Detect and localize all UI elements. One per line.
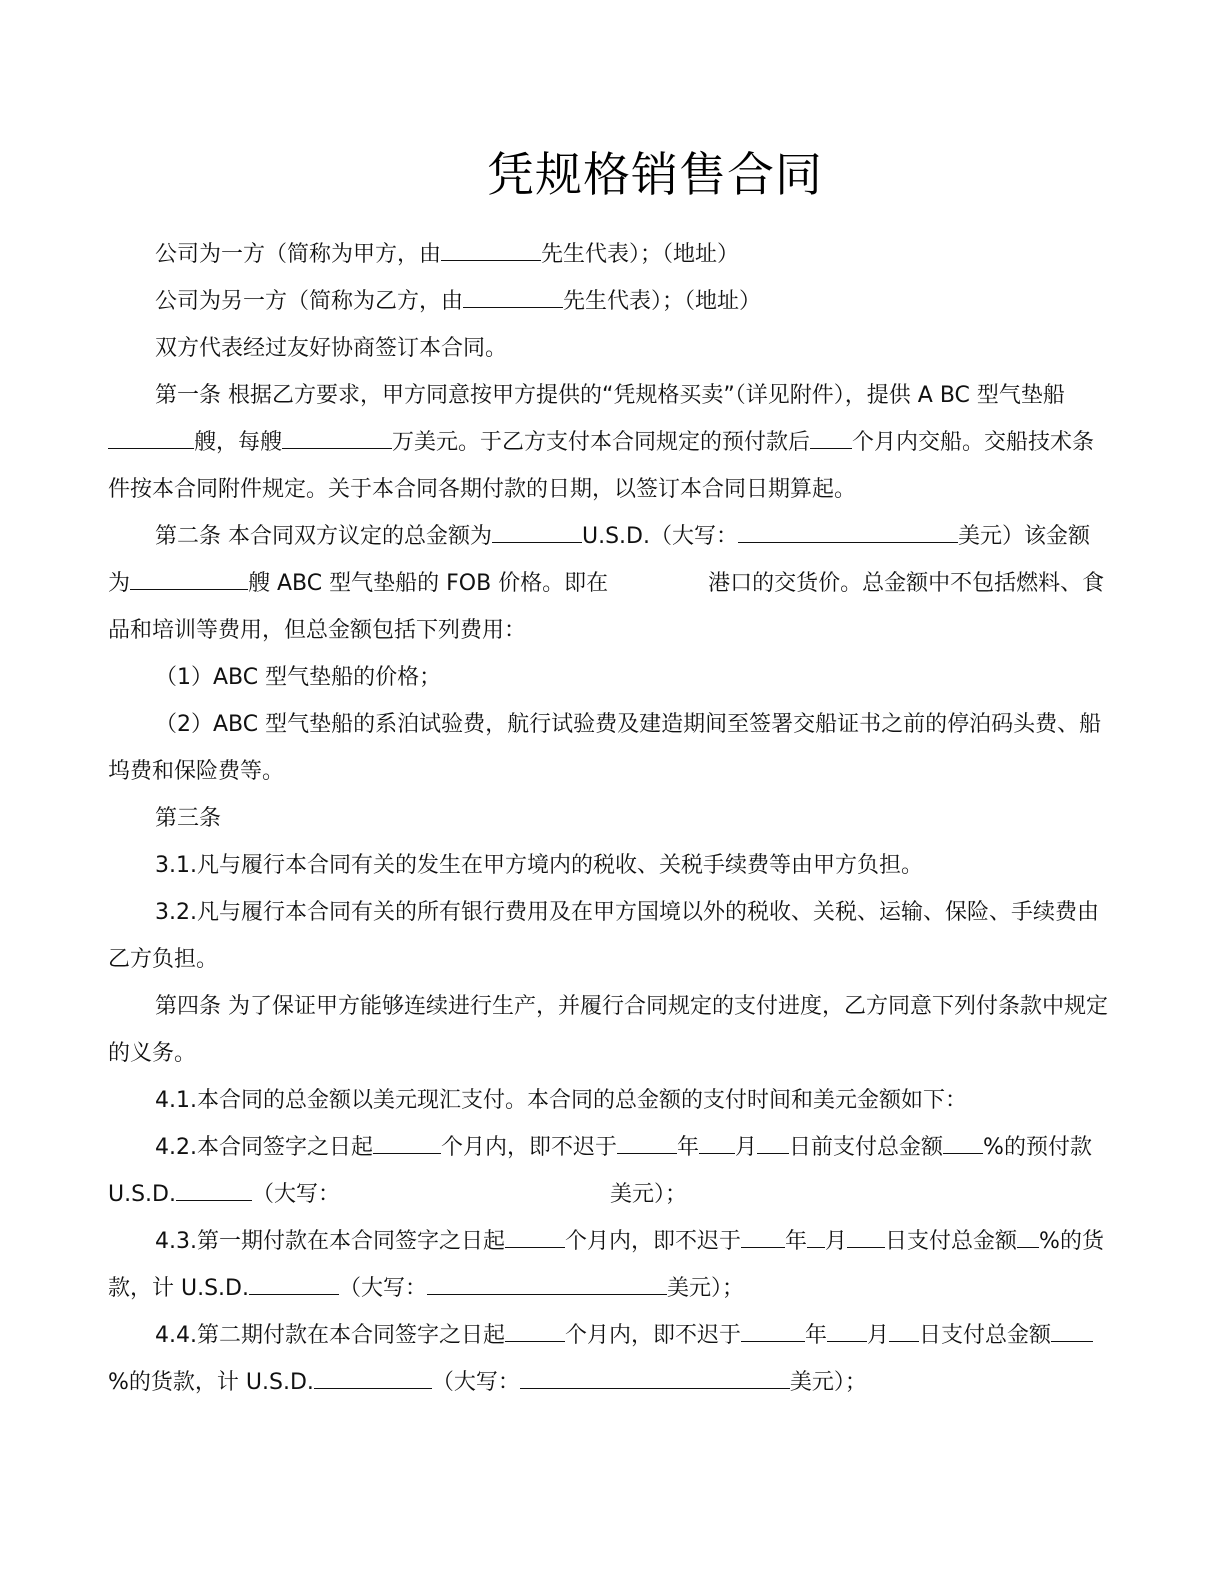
clause-text: %的货款，计 U.S.D. bbox=[108, 1370, 314, 1395]
clause-text: 日支付总金额 bbox=[885, 1229, 1018, 1254]
clause-text: （大写： bbox=[252, 1182, 341, 1207]
fill-blank bbox=[1017, 1225, 1039, 1248]
fill-blank bbox=[314, 1366, 432, 1389]
clause-text: 月 bbox=[735, 1135, 758, 1160]
article-1-text: 艘，每艘 bbox=[194, 430, 283, 455]
clause-text: 美元）； bbox=[667, 1276, 745, 1301]
fill-blank bbox=[889, 1319, 919, 1342]
clause-4-1: 4.1.本合同的总金额以美元现汇支付。本合同的总金额的支付时间和美元金额如下： bbox=[155, 1088, 967, 1113]
fill-blank bbox=[1051, 1319, 1093, 1342]
clause-text: 个月内，即不迟于 bbox=[564, 1229, 741, 1254]
clause-3-2: 3.2.凡与履行本合同有关的所有银行费用及在甲方国境以外的税收、关税、运输、保险、手续费由乙方负担。 bbox=[108, 900, 1099, 972]
article-1-text: 万美元。于乙方支付本合同规定的预付款后 bbox=[392, 430, 811, 455]
party-b-line bbox=[108, 278, 1108, 325]
party-a-line bbox=[108, 231, 1108, 278]
article-1-text: 个月内交船。交船技术条件按本合同附件规定。关于本合同各期付款的日期，以签订本合同日期算起。 bbox=[108, 430, 1095, 502]
party-b-text-end: 先生代表）；（地址） bbox=[563, 289, 762, 314]
clause-text: 个月内，即不迟于 bbox=[440, 1135, 617, 1160]
clause-text: 美元）； bbox=[789, 1370, 867, 1395]
party-a-text: 公司为一方（简称为甲方，由 bbox=[155, 242, 442, 267]
fill-blank bbox=[617, 1131, 677, 1154]
clause-text: 个月内，即不迟于 bbox=[564, 1323, 741, 1348]
article-2-text: U.S.D.（大写： bbox=[582, 524, 738, 549]
clause-text: （大写： bbox=[338, 1276, 427, 1301]
party-b-text: 公司为另一方（简称为乙方，由 bbox=[155, 289, 464, 314]
article-4-paragraph: 第四条 为了保证甲方能够连续进行生产，并履行合同规定的支付进度，乙方同意下列付条款中规定的义务。 bbox=[108, 994, 1108, 1066]
article-2-text: 港口的交货价。总金额中不包括燃料、食品和培训等费用，但总金额包括下列费用： bbox=[108, 571, 1105, 643]
fill-blank bbox=[441, 238, 541, 261]
fill-blank bbox=[463, 285, 563, 308]
fill-blank bbox=[757, 1131, 789, 1154]
fill-blank bbox=[699, 1131, 735, 1154]
clause-text: 4.3.第一期付款在本合同签字之日起 bbox=[155, 1229, 505, 1254]
fill-blank bbox=[249, 1272, 339, 1295]
clause-text: 年 bbox=[785, 1229, 808, 1254]
article-2-text: 第二条 本合同双方议定的总金额为 bbox=[155, 524, 492, 549]
article-1-text: 第一条 根据乙方要求，甲方同意按甲方提供的“凭规格买卖”（详见附件），提供 A BC 型气垫船 bbox=[155, 383, 1065, 408]
party-a-text-end: 先生代表）；（地址） bbox=[541, 242, 740, 267]
fill-blank bbox=[738, 520, 958, 543]
fill-blank bbox=[282, 426, 392, 449]
fill-blank bbox=[130, 567, 248, 590]
clause-text: （大写： bbox=[431, 1370, 520, 1395]
fill-blank bbox=[108, 426, 194, 449]
clause-text: 日前支付总金额 bbox=[789, 1135, 944, 1160]
document-title: 凭规格销售合同 bbox=[487, 148, 823, 203]
clause-text: %的货款，计 U.S.D. bbox=[108, 1229, 1104, 1301]
fill-blank bbox=[492, 520, 582, 543]
clause-text: %的预付款 U.S.D. bbox=[108, 1135, 1092, 1207]
fill-blank bbox=[807, 1225, 825, 1248]
fee-item-2: （2）ABC 型气垫船的系泊试验费，航行试验费及建造期间至签署交船证书之前的停泊码头费、船坞费和保险费等。 bbox=[108, 712, 1102, 784]
clause-text: 4.2.本合同签字之日起 bbox=[155, 1135, 373, 1160]
fill-blank bbox=[741, 1319, 805, 1342]
article-2-text: 艘 ABC 型气垫船的 FOB 价格。即在 bbox=[248, 571, 609, 596]
article-2-text: 美元）该金额为 bbox=[108, 524, 1091, 596]
fee-item-1: （1）ABC 型气垫船的价格； bbox=[155, 665, 442, 690]
document-body bbox=[108, 231, 1108, 1406]
fill-blank bbox=[505, 1225, 565, 1248]
clause-text: 年 bbox=[677, 1135, 700, 1160]
clause-4-4 bbox=[108, 1312, 1108, 1406]
fill-blank bbox=[827, 1319, 867, 1342]
fill-blank bbox=[741, 1225, 785, 1248]
fill-blank bbox=[943, 1131, 983, 1154]
fill-blank bbox=[810, 426, 852, 449]
clause-4-3 bbox=[108, 1218, 1108, 1312]
clause-text: 美元）； bbox=[610, 1182, 688, 1207]
fill-blank bbox=[176, 1178, 252, 1201]
fill-blank bbox=[520, 1366, 790, 1389]
fill-blank bbox=[505, 1319, 565, 1342]
article-2-paragraph bbox=[108, 513, 1108, 654]
clause-text: 日支付总金额 bbox=[919, 1323, 1052, 1348]
clause-text: 月 bbox=[825, 1229, 848, 1254]
clause-text: 4.4.第二期付款在本合同签字之日起 bbox=[155, 1323, 505, 1348]
article-3-heading: 第三条 bbox=[155, 806, 222, 831]
clause-text: 月 bbox=[867, 1323, 890, 1348]
article-1-paragraph bbox=[108, 372, 1108, 513]
fill-blank bbox=[373, 1131, 441, 1154]
intro-paragraph: 双方代表经过友好协商签订本合同。 bbox=[155, 336, 508, 361]
fill-blank bbox=[847, 1225, 885, 1248]
clause-4-2 bbox=[108, 1124, 1108, 1218]
clause-3-1: 3.1.凡与履行本合同有关的发生在甲方境内的税收、关税手续费等由甲方负担。 bbox=[155, 853, 923, 878]
fill-blank bbox=[427, 1272, 667, 1295]
clause-text: 年 bbox=[805, 1323, 828, 1348]
